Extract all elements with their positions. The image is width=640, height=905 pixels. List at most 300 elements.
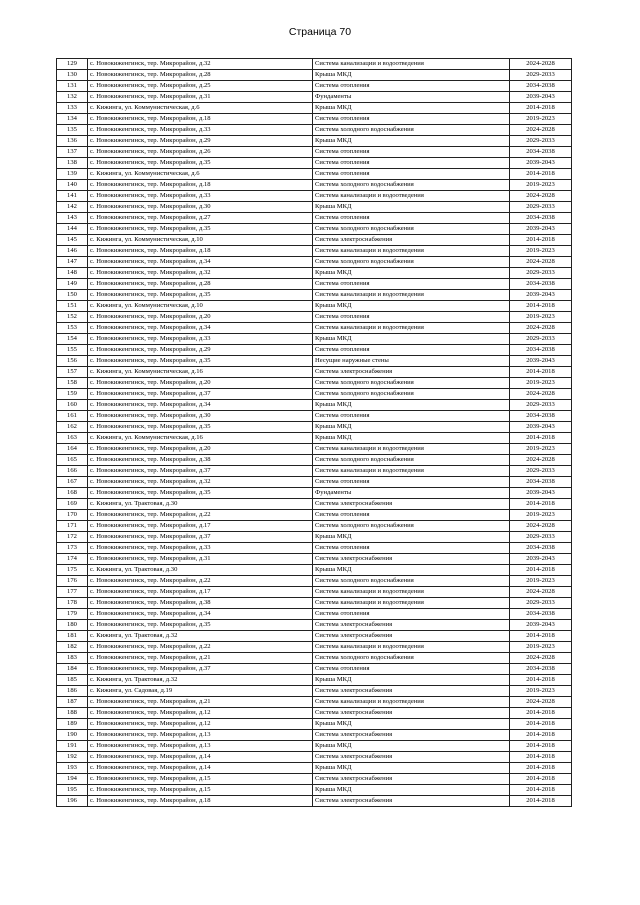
period-cell: 2014-2018 bbox=[510, 433, 572, 444]
table-row bbox=[57, 345, 572, 356]
table-row bbox=[57, 455, 572, 466]
address-cell: с. Кижинга, ул. Коммунистическая, д.16 bbox=[88, 433, 313, 444]
table-row bbox=[57, 70, 572, 81]
address-cell: с. Новокиженгинск, тер. Микрорайон, д.32 bbox=[88, 268, 313, 279]
address-cell: с. Новокиженгинск, тер. Микрорайон, д.29 bbox=[88, 345, 313, 356]
table-row bbox=[57, 521, 572, 532]
system-cell: Система отопления bbox=[313, 664, 510, 675]
address-cell: с. Новокиженгинск, тер. Микрорайон, д.27 bbox=[88, 213, 313, 224]
table-row bbox=[57, 675, 572, 686]
row-number: 169 bbox=[57, 499, 88, 510]
period-cell: 2034-2038 bbox=[510, 279, 572, 290]
address-cell: с. Кижинга, ул. Коммунистическая, д.10 bbox=[88, 301, 313, 312]
period-cell: 2034-2038 bbox=[510, 411, 572, 422]
table-row bbox=[57, 268, 572, 279]
period-cell: 2014-2018 bbox=[510, 719, 572, 730]
address-cell: с. Новокиженгинск, тер. Микрорайон, д.35 bbox=[88, 488, 313, 499]
address-cell: с. Новокиженгинск, тер. Микрорайон, д.12 bbox=[88, 708, 313, 719]
table-row bbox=[57, 532, 572, 543]
table-row bbox=[57, 510, 572, 521]
period-cell: 2014-2018 bbox=[510, 675, 572, 686]
table-row bbox=[57, 653, 572, 664]
address-cell: с. Новокиженгинск, тер. Микрорайон, д.14 bbox=[88, 752, 313, 763]
address-cell: с. Кижинга, ул. Коммунистическая, д.16 bbox=[88, 367, 313, 378]
address-cell: с. Кижинга, ул. Садовая, д.19 bbox=[88, 686, 313, 697]
table-row bbox=[57, 367, 572, 378]
row-number: 149 bbox=[57, 279, 88, 290]
period-cell: 2014-2018 bbox=[510, 565, 572, 576]
period-cell: 2014-2018 bbox=[510, 103, 572, 114]
period-cell: 2024-2028 bbox=[510, 59, 572, 70]
table-row bbox=[57, 466, 572, 477]
period-cell: 2034-2038 bbox=[510, 477, 572, 488]
system-cell: Крыша МКД bbox=[313, 334, 510, 345]
address-cell: с. Новокиженгинск, тер. Микрорайон, д.13 bbox=[88, 741, 313, 752]
table-row bbox=[57, 719, 572, 730]
address-cell: с. Новокиженгинск, тер. Микрорайон, д.14 bbox=[88, 763, 313, 774]
period-cell: 2039-2043 bbox=[510, 224, 572, 235]
system-cell: Система отопления bbox=[313, 147, 510, 158]
table-row bbox=[57, 664, 572, 675]
address-cell: с. Новокиженгинск, тер. Микрорайон, д.33 bbox=[88, 334, 313, 345]
address-cell: с. Новокиженгинск, тер. Микрорайон, д.20 bbox=[88, 312, 313, 323]
table-row bbox=[57, 213, 572, 224]
system-cell: Крыша МКД bbox=[313, 675, 510, 686]
row-number: 157 bbox=[57, 367, 88, 378]
system-cell: Крыша МКД bbox=[313, 785, 510, 796]
period-cell: 2039-2043 bbox=[510, 554, 572, 565]
system-cell: Система электроснабжения bbox=[313, 554, 510, 565]
system-cell: Система электроснабжения bbox=[313, 631, 510, 642]
period-cell: 2039-2043 bbox=[510, 92, 572, 103]
address-cell: с. Новокиженгинск, тер. Микрорайон, д.32 bbox=[88, 477, 313, 488]
system-cell: Система электроснабжения bbox=[313, 708, 510, 719]
address-cell: с. Новокиженгинск, тер. Микрорайон, д.38 bbox=[88, 455, 313, 466]
system-cell: Крыша МКД bbox=[313, 532, 510, 543]
address-cell: с. Кижинга, ул. Трактовая, д.30 bbox=[88, 499, 313, 510]
table-row bbox=[57, 598, 572, 609]
address-cell: с. Новокиженгинск, тер. Микрорайон, д.30 bbox=[88, 411, 313, 422]
system-cell: Система электроснабжения bbox=[313, 730, 510, 741]
row-number: 131 bbox=[57, 81, 88, 92]
period-cell: 2039-2043 bbox=[510, 422, 572, 433]
system-cell: Система канализации и водоотведения bbox=[313, 587, 510, 598]
table-row bbox=[57, 499, 572, 510]
system-cell: Система отопления bbox=[313, 158, 510, 169]
repair-schedule-table bbox=[56, 58, 572, 807]
period-cell: 2014-2018 bbox=[510, 499, 572, 510]
period-cell: 2029-2033 bbox=[510, 334, 572, 345]
row-number: 176 bbox=[57, 576, 88, 587]
row-number: 154 bbox=[57, 334, 88, 345]
period-cell: 2029-2033 bbox=[510, 70, 572, 81]
address-cell: с. Новокиженгинск, тер. Микрорайон, д.37 bbox=[88, 389, 313, 400]
address-cell: с. Новокиженгинск, тер. Микрорайон, д.35 bbox=[88, 290, 313, 301]
table-row bbox=[57, 576, 572, 587]
table-row bbox=[57, 785, 572, 796]
system-cell: Крыша МКД bbox=[313, 741, 510, 752]
system-cell: Система канализации и водоотведения bbox=[313, 191, 510, 202]
row-number: 186 bbox=[57, 686, 88, 697]
row-number: 151 bbox=[57, 301, 88, 312]
period-cell: 2014-2018 bbox=[510, 169, 572, 180]
period-cell: 2014-2018 bbox=[510, 367, 572, 378]
row-number: 173 bbox=[57, 543, 88, 554]
system-cell: Система отопления bbox=[313, 510, 510, 521]
period-cell: 2029-2033 bbox=[510, 466, 572, 477]
system-cell: Крыша МКД bbox=[313, 70, 510, 81]
system-cell: Система канализации и водоотведения bbox=[313, 59, 510, 70]
table-row bbox=[57, 334, 572, 345]
address-cell: с. Новокиженгинск, тер. Микрорайон, д.26 bbox=[88, 147, 313, 158]
row-number: 177 bbox=[57, 587, 88, 598]
system-cell: Система отопления bbox=[313, 477, 510, 488]
row-number: 150 bbox=[57, 290, 88, 301]
system-cell: Система холодного водоснабжения bbox=[313, 521, 510, 532]
period-cell: 2014-2018 bbox=[510, 631, 572, 642]
row-number: 155 bbox=[57, 345, 88, 356]
period-cell: 2034-2038 bbox=[510, 81, 572, 92]
row-number: 138 bbox=[57, 158, 88, 169]
row-number: 194 bbox=[57, 774, 88, 785]
table-row bbox=[57, 774, 572, 785]
system-cell: Система канализации и водоотведения bbox=[313, 290, 510, 301]
address-cell: с. Новокиженгинск, тер. Микрорайон, д.34 bbox=[88, 257, 313, 268]
period-cell: 2014-2018 bbox=[510, 730, 572, 741]
period-cell: 2029-2033 bbox=[510, 598, 572, 609]
row-number: 191 bbox=[57, 741, 88, 752]
row-number: 168 bbox=[57, 488, 88, 499]
system-cell: Система канализации и водоотведения bbox=[313, 642, 510, 653]
address-cell: с. Новокиженгинск, тер. Микрорайон, д.20 bbox=[88, 444, 313, 455]
row-number: 161 bbox=[57, 411, 88, 422]
row-number: 190 bbox=[57, 730, 88, 741]
address-cell: с. Новокиженгинск, тер. Микрорайон, д.21 bbox=[88, 697, 313, 708]
period-cell: 2014-2018 bbox=[510, 741, 572, 752]
row-number: 166 bbox=[57, 466, 88, 477]
period-cell: 2034-2038 bbox=[510, 213, 572, 224]
row-number: 143 bbox=[57, 213, 88, 224]
row-number: 144 bbox=[57, 224, 88, 235]
table-row bbox=[57, 92, 572, 103]
address-cell: с. Новокиженгинск, тер. Микрорайон, д.25 bbox=[88, 81, 313, 92]
system-cell: Система холодного водоснабжения bbox=[313, 653, 510, 664]
system-cell: Крыша МКД bbox=[313, 268, 510, 279]
period-cell: 2024-2028 bbox=[510, 125, 572, 136]
period-cell: 2024-2028 bbox=[510, 191, 572, 202]
period-cell: 2034-2038 bbox=[510, 543, 572, 554]
row-number: 139 bbox=[57, 169, 88, 180]
period-cell: 2039-2043 bbox=[510, 620, 572, 631]
period-cell: 2029-2033 bbox=[510, 400, 572, 411]
address-cell: с. Новокиженгинск, тер. Микрорайон, д.34 bbox=[88, 323, 313, 334]
table-row bbox=[57, 103, 572, 114]
table-row bbox=[57, 235, 572, 246]
row-number: 175 bbox=[57, 565, 88, 576]
row-number: 167 bbox=[57, 477, 88, 488]
period-cell: 2014-2018 bbox=[510, 796, 572, 807]
system-cell: Система канализации и водоотведения bbox=[313, 246, 510, 257]
address-cell: с. Новокиженгинск, тер. Микрорайон, д.15 bbox=[88, 785, 313, 796]
address-cell: с. Кижинга, ул. Трактовая, д.32 bbox=[88, 631, 313, 642]
table-row bbox=[57, 224, 572, 235]
row-number: 133 bbox=[57, 103, 88, 114]
table-row bbox=[57, 389, 572, 400]
row-number: 188 bbox=[57, 708, 88, 719]
table-row bbox=[57, 125, 572, 136]
period-cell: 2024-2028 bbox=[510, 257, 572, 268]
address-cell: с. Новокиженгинск, тер. Микрорайон, д.18 bbox=[88, 114, 313, 125]
address-cell: с. Кижинга, ул. Трактовая, д.30 bbox=[88, 565, 313, 576]
system-cell: Система отопления bbox=[313, 411, 510, 422]
table-row bbox=[57, 433, 572, 444]
period-cell: 2014-2018 bbox=[510, 235, 572, 246]
period-cell: 2019-2023 bbox=[510, 444, 572, 455]
address-cell: с. Новокиженгинск, тер. Микрорайон, д.15 bbox=[88, 774, 313, 785]
period-cell: 2014-2018 bbox=[510, 785, 572, 796]
row-number: 141 bbox=[57, 191, 88, 202]
system-cell: Система электроснабжения bbox=[313, 774, 510, 785]
period-cell: 2019-2023 bbox=[510, 686, 572, 697]
table-row bbox=[57, 763, 572, 774]
table-row bbox=[57, 642, 572, 653]
system-cell: Система канализации и водоотведения bbox=[313, 323, 510, 334]
address-cell: с. Новокиженгинск, тер. Микрорайон, д.31 bbox=[88, 554, 313, 565]
table-row bbox=[57, 59, 572, 70]
system-cell: Система холодного водоснабжения bbox=[313, 455, 510, 466]
system-cell: Система холодного водоснабжения bbox=[313, 378, 510, 389]
row-number: 159 bbox=[57, 389, 88, 400]
period-cell: 2034-2038 bbox=[510, 664, 572, 675]
system-cell: Система холодного водоснабжения bbox=[313, 180, 510, 191]
system-cell: Система электроснабжения bbox=[313, 367, 510, 378]
row-number: 193 bbox=[57, 763, 88, 774]
system-cell: Система электроснабжения bbox=[313, 620, 510, 631]
address-cell: с. Новокиженгинск, тер. Микрорайон, д.21 bbox=[88, 653, 313, 664]
system-cell: Крыша МКД bbox=[313, 565, 510, 576]
row-number: 178 bbox=[57, 598, 88, 609]
table-row bbox=[57, 290, 572, 301]
period-cell: 2024-2028 bbox=[510, 521, 572, 532]
address-cell: с. Новокиженгинск, тер. Микрорайон, д.37 bbox=[88, 664, 313, 675]
system-cell: Крыша МКД bbox=[313, 301, 510, 312]
period-cell: 2039-2043 bbox=[510, 290, 572, 301]
period-cell: 2029-2033 bbox=[510, 136, 572, 147]
table-row bbox=[57, 279, 572, 290]
period-cell: 2029-2033 bbox=[510, 268, 572, 279]
table-row bbox=[57, 114, 572, 125]
row-number: 160 bbox=[57, 400, 88, 411]
table-row bbox=[57, 565, 572, 576]
system-cell: Система канализации и водоотведения bbox=[313, 444, 510, 455]
period-cell: 2024-2028 bbox=[510, 389, 572, 400]
address-cell: с. Новокиженгинск, тер. Микрорайон, д.31 bbox=[88, 92, 313, 103]
row-number: 156 bbox=[57, 356, 88, 367]
table-row bbox=[57, 477, 572, 488]
system-cell: Система отопления bbox=[313, 114, 510, 125]
row-number: 135 bbox=[57, 125, 88, 136]
table-row bbox=[57, 136, 572, 147]
period-cell: 2034-2038 bbox=[510, 345, 572, 356]
table-row bbox=[57, 169, 572, 180]
row-number: 148 bbox=[57, 268, 88, 279]
system-cell: Крыша МКД bbox=[313, 400, 510, 411]
period-cell: 2014-2018 bbox=[510, 708, 572, 719]
table-row bbox=[57, 609, 572, 620]
period-cell: 2014-2018 bbox=[510, 752, 572, 763]
row-number: 192 bbox=[57, 752, 88, 763]
system-cell: Фундаменты bbox=[313, 92, 510, 103]
table-row bbox=[57, 752, 572, 763]
row-number: 132 bbox=[57, 92, 88, 103]
row-number: 134 bbox=[57, 114, 88, 125]
address-cell: с. Новокиженгинск, тер. Микрорайон, д.20 bbox=[88, 378, 313, 389]
address-cell: с. Новокиженгинск, тер. Микрорайон, д.12 bbox=[88, 719, 313, 730]
row-number: 184 bbox=[57, 664, 88, 675]
address-cell: с. Новокиженгинск, тер. Микрорайон, д.13 bbox=[88, 730, 313, 741]
period-cell: 2019-2023 bbox=[510, 180, 572, 191]
period-cell: 2034-2038 bbox=[510, 609, 572, 620]
table-row bbox=[57, 620, 572, 631]
row-number: 136 bbox=[57, 136, 88, 147]
row-number: 145 bbox=[57, 235, 88, 246]
system-cell: Крыша МКД bbox=[313, 763, 510, 774]
period-cell: 2014-2018 bbox=[510, 774, 572, 785]
row-number: 181 bbox=[57, 631, 88, 642]
table-row bbox=[57, 301, 572, 312]
address-cell: с. Кижинга, ул. Трактовая, д.32 bbox=[88, 675, 313, 686]
address-cell: с. Новокиженгинск, тер. Микрорайон, д.35 bbox=[88, 224, 313, 235]
row-number: 185 bbox=[57, 675, 88, 686]
system-cell: Система холодного водоснабжения bbox=[313, 576, 510, 587]
address-cell: с. Новокиженгинск, тер. Микрорайон, д.33 bbox=[88, 543, 313, 554]
table-row bbox=[57, 422, 572, 433]
row-number: 146 bbox=[57, 246, 88, 257]
address-cell: с. Новокиженгинск, тер. Микрорайон, д.35 bbox=[88, 620, 313, 631]
address-cell: с. Кижинга, ул. Коммунистическая, д.6 bbox=[88, 169, 313, 180]
table-row bbox=[57, 730, 572, 741]
row-number: 165 bbox=[57, 455, 88, 466]
table-row bbox=[57, 191, 572, 202]
table-row bbox=[57, 444, 572, 455]
address-cell: с. Новокиженгинск, тер. Микрорайон, д.33 bbox=[88, 191, 313, 202]
system-cell: Несущие наружные стены bbox=[313, 356, 510, 367]
system-cell: Крыша МКД bbox=[313, 719, 510, 730]
table-row bbox=[57, 158, 572, 169]
system-cell: Система отопления bbox=[313, 213, 510, 224]
table-row bbox=[57, 312, 572, 323]
period-cell: 2039-2043 bbox=[510, 488, 572, 499]
table-row bbox=[57, 81, 572, 92]
system-cell: Система канализации и водоотведения bbox=[313, 466, 510, 477]
system-cell: Система отопления bbox=[313, 312, 510, 323]
system-cell: Система отопления bbox=[313, 543, 510, 554]
table-row bbox=[57, 554, 572, 565]
period-cell: 2019-2023 bbox=[510, 246, 572, 257]
period-cell: 2014-2018 bbox=[510, 301, 572, 312]
address-cell: с. Новокиженгинск, тер. Микрорайон, д.38 bbox=[88, 598, 313, 609]
table-row bbox=[57, 543, 572, 554]
address-cell: с. Новокиженгинск, тер. Микрорайон, д.34 bbox=[88, 400, 313, 411]
system-cell: Система электроснабжения bbox=[313, 499, 510, 510]
address-cell: с. Новокиженгинск, тер. Микрорайон, д.35 bbox=[88, 356, 313, 367]
period-cell: 2024-2028 bbox=[510, 697, 572, 708]
system-cell: Система отопления bbox=[313, 81, 510, 92]
system-cell: Система отопления bbox=[313, 609, 510, 620]
period-cell: 2014-2018 bbox=[510, 763, 572, 774]
table-row bbox=[57, 796, 572, 807]
table-row bbox=[57, 147, 572, 158]
table-row bbox=[57, 356, 572, 367]
row-number: 137 bbox=[57, 147, 88, 158]
system-cell: Крыша МКД bbox=[313, 202, 510, 213]
period-cell: 2029-2033 bbox=[510, 202, 572, 213]
system-cell: Система холодного водоснабжения bbox=[313, 224, 510, 235]
period-cell: 2024-2028 bbox=[510, 653, 572, 664]
row-number: 142 bbox=[57, 202, 88, 213]
period-cell: 2024-2028 bbox=[510, 323, 572, 334]
row-number: 187 bbox=[57, 697, 88, 708]
system-cell: Система отопления bbox=[313, 345, 510, 356]
system-cell: Система холодного водоснабжения bbox=[313, 257, 510, 268]
system-cell: Система отопления bbox=[313, 279, 510, 290]
system-cell: Крыша МКД bbox=[313, 103, 510, 114]
row-number: 189 bbox=[57, 719, 88, 730]
address-cell: с. Новокиженгинск, тер. Микрорайон, д.35 bbox=[88, 422, 313, 433]
row-number: 158 bbox=[57, 378, 88, 389]
row-number: 174 bbox=[57, 554, 88, 565]
row-number: 179 bbox=[57, 609, 88, 620]
table-row bbox=[57, 708, 572, 719]
row-number: 172 bbox=[57, 532, 88, 543]
table-row bbox=[57, 686, 572, 697]
table-row bbox=[57, 400, 572, 411]
system-cell: Система отопления bbox=[313, 169, 510, 180]
table-row bbox=[57, 741, 572, 752]
page-title: Страница 70 bbox=[288, 26, 352, 38]
address-cell: с. Новокиженгинск, тер. Микрорайон, д.30 bbox=[88, 202, 313, 213]
address-cell: с. Новокиженгинск, тер. Микрорайон, д.18 bbox=[88, 180, 313, 191]
table-body bbox=[57, 59, 572, 807]
address-cell: с. Новокиженгинск, тер. Микрорайон, д.35 bbox=[88, 158, 313, 169]
row-number: 152 bbox=[57, 312, 88, 323]
address-cell: с. Новокиженгинск, тер. Микрорайон, д.29 bbox=[88, 136, 313, 147]
address-cell: с. Новокиженгинск, тер. Микрорайон, д.34 bbox=[88, 609, 313, 620]
row-number: 195 bbox=[57, 785, 88, 796]
period-cell: 2019-2023 bbox=[510, 510, 572, 521]
system-cell: Система электроснабжения bbox=[313, 686, 510, 697]
address-cell: с. Новокиженгинск, тер. Микрорайон, д.22 bbox=[88, 642, 313, 653]
row-number: 130 bbox=[57, 70, 88, 81]
address-cell: с. Новокиженгинск, тер. Микрорайон, д.37 bbox=[88, 532, 313, 543]
address-cell: с. Новокиженгинск, тер. Микрорайон, д.22 bbox=[88, 510, 313, 521]
row-number: 147 bbox=[57, 257, 88, 268]
table-row bbox=[57, 587, 572, 598]
period-cell: 2029-2033 bbox=[510, 532, 572, 543]
address-cell: с. Новокиженгинск, тер. Микрорайон, д.28 bbox=[88, 279, 313, 290]
system-cell: Крыша МКД bbox=[313, 433, 510, 444]
system-cell: Крыша МКД bbox=[313, 422, 510, 433]
address-cell: с. Кижинга, ул. Коммунистическая, д.6 bbox=[88, 103, 313, 114]
address-cell: с. Новокиженгинск, тер. Микрорайон, д.18 bbox=[88, 246, 313, 257]
table-row bbox=[57, 180, 572, 191]
table-row bbox=[57, 697, 572, 708]
table-row bbox=[57, 631, 572, 642]
row-number: 171 bbox=[57, 521, 88, 532]
row-number: 170 bbox=[57, 510, 88, 521]
address-cell: с. Новокиженгинск, тер. Микрорайон, д.17 bbox=[88, 521, 313, 532]
period-cell: 2039-2043 bbox=[510, 158, 572, 169]
